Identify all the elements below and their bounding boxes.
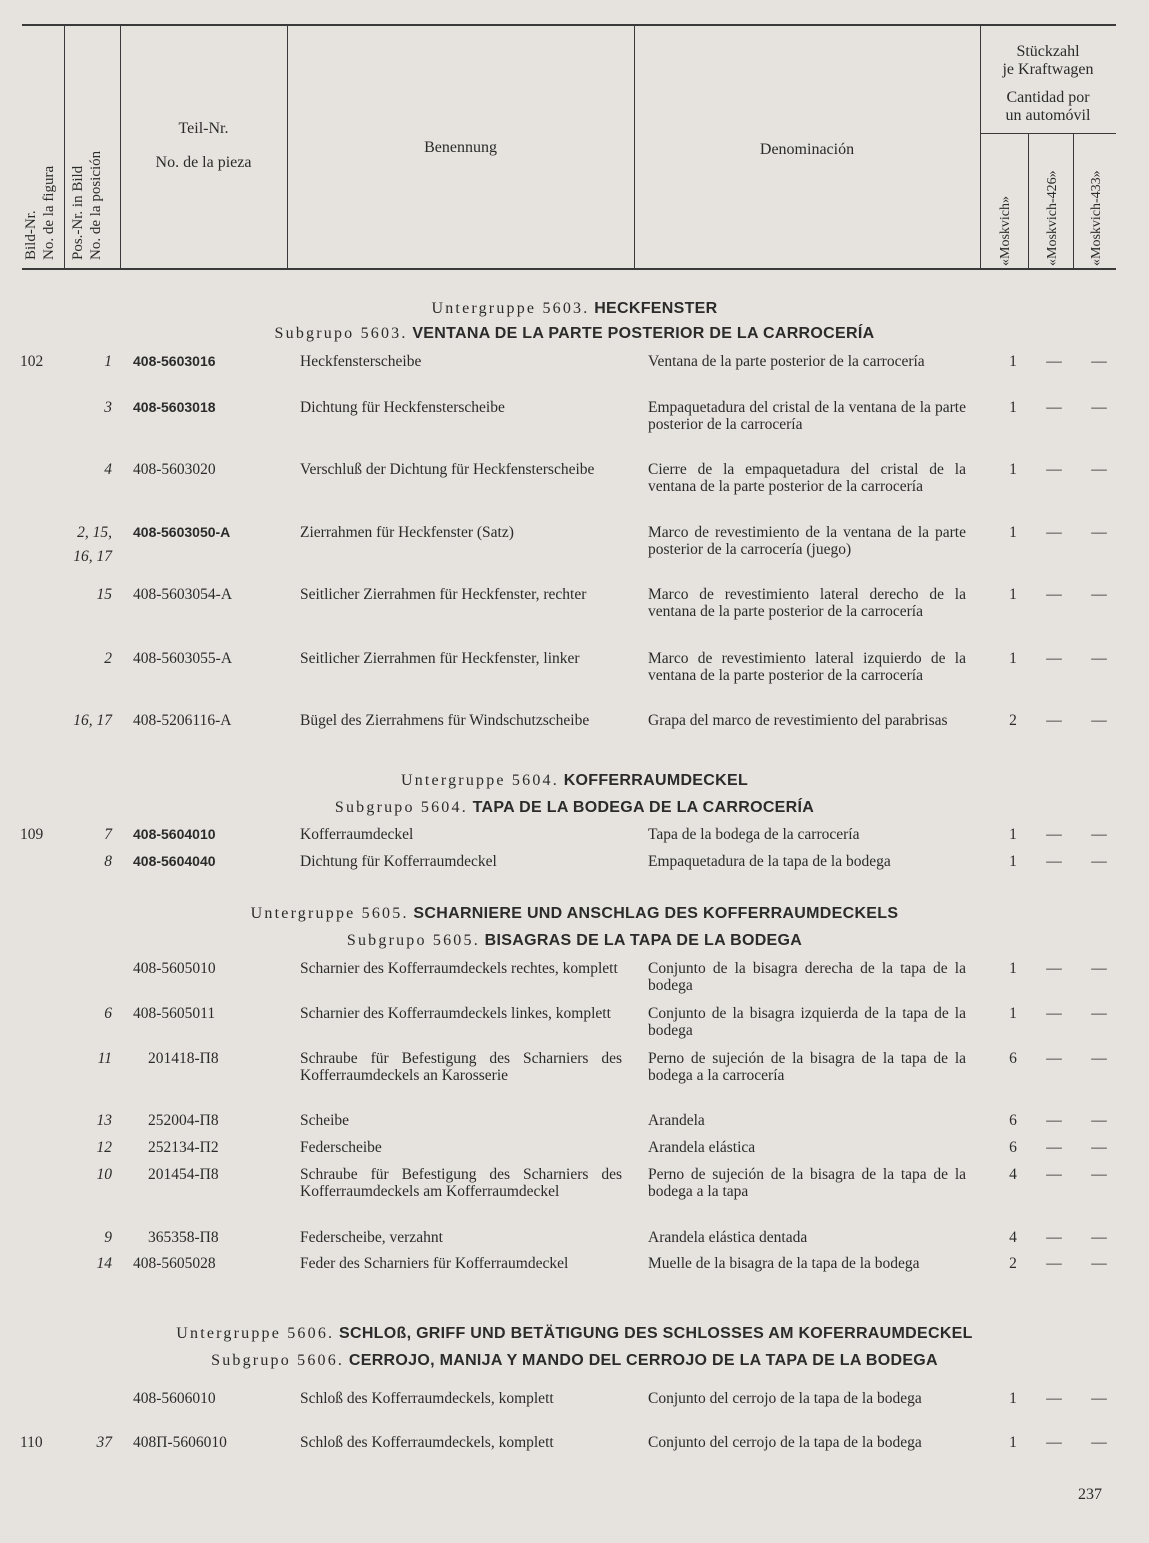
qty-426: — bbox=[1046, 1434, 1062, 1451]
header-divider bbox=[980, 133, 1116, 134]
qty-433: — bbox=[1091, 853, 1107, 870]
position-number: 2 bbox=[104, 650, 112, 667]
spanish-name: Marco de revestimiento lateral derecho de la ventana de la parte posterior de la carrocería bbox=[648, 586, 966, 620]
part-number: 408-5604040 bbox=[133, 853, 216, 869]
qty-433: — bbox=[1091, 524, 1107, 541]
header-cantidad: Cantidad por un automóvil bbox=[1005, 89, 1091, 124]
qty-426: — bbox=[1046, 1050, 1062, 1067]
qty-moskvich: 1 bbox=[1009, 399, 1017, 416]
position-number: 7 bbox=[104, 826, 112, 843]
header-divider bbox=[1073, 134, 1074, 268]
section-prefix: Subgrupo 5605. bbox=[346, 932, 480, 949]
spanish-name: Empaquetadura de la tapa de la bodega bbox=[648, 853, 891, 870]
part-number: 408-5605010 bbox=[133, 960, 216, 977]
qty-433: — bbox=[1091, 461, 1107, 478]
german-name: Schraube für Befestigung des Scharniers des Kofferraumdeckels am Kofferraumdeckel bbox=[300, 1166, 622, 1200]
spanish-name: Marco de revestimiento lateral izquierdo de la ventana de la parte posterior de la carrocería bbox=[648, 650, 966, 684]
page-number: 237 bbox=[1078, 1486, 1102, 1503]
section-title-de bbox=[0, 772, 1149, 790]
qty-426: — bbox=[1046, 524, 1062, 541]
part-number: 408-5603020 bbox=[133, 461, 216, 478]
position-number: 1 bbox=[104, 353, 112, 370]
qty-moskvich: 1 bbox=[1009, 1005, 1017, 1022]
section-prefix: Subgrupo 5603. bbox=[274, 325, 408, 342]
header-pos-nr: Pos.-Nr. in Bild bbox=[70, 165, 86, 260]
header-model-moskvich: «Moskvich» bbox=[998, 196, 1013, 266]
qty-433: — bbox=[1091, 1050, 1107, 1067]
header-bottom-rule bbox=[22, 268, 1116, 270]
header-bild-nr: Bild-Nr. bbox=[23, 210, 39, 260]
german-name: Scheibe bbox=[300, 1112, 350, 1129]
position-number: 4 bbox=[104, 461, 112, 478]
german-name: Scharnier des Kofferraumdeckels linkes, komplett bbox=[300, 1005, 611, 1022]
part-number: 408-5603054-A bbox=[133, 586, 233, 603]
spanish-name: Ventana de la parte posterior de la carrocería bbox=[648, 353, 925, 370]
spanish-name: Empaquetadura del cristal de la ventana de la parte posterior de la carrocería bbox=[648, 399, 966, 433]
figure-number: 110 bbox=[20, 1434, 43, 1451]
qty-426: — bbox=[1046, 650, 1062, 667]
part-number: 408-5603050-A bbox=[133, 524, 231, 540]
spanish-name: Conjunto del cerrojo de la tapa de la bodega bbox=[648, 1434, 922, 1451]
qty-moskvich: 1 bbox=[1009, 524, 1017, 541]
german-name: Zierrahmen für Heckfenster (Satz) bbox=[300, 524, 514, 541]
section-name: VENTANA DE LA PARTE POSTERIOR DE LA CARROCERÍA bbox=[412, 325, 875, 342]
german-name: Seitlicher Zierrahmen für Heckfenster, rechter bbox=[300, 586, 587, 603]
position-number: 9 bbox=[104, 1229, 112, 1246]
table-header bbox=[22, 24, 1116, 276]
header-divider bbox=[1028, 134, 1029, 268]
german-name: Schraube für Befestigung des Scharniers des Kofferraumdeckels an Karosserie bbox=[300, 1050, 622, 1084]
qty-433: — bbox=[1091, 1112, 1107, 1129]
spanish-name: Grapa del marco de revestimiento del parabrisas bbox=[648, 712, 948, 729]
spanish-name: Perno de sujeción de la bisagra de la tapa de la bodega a la tapa bbox=[648, 1166, 966, 1200]
qty-426: — bbox=[1046, 353, 1062, 370]
qty-moskvich: 6 bbox=[1009, 1112, 1017, 1129]
section-title-de bbox=[0, 1325, 1149, 1343]
section-name: CERROJO, MANIJA Y MANDO DEL CERROJO DE LA TAPA DE LA BODEGA bbox=[348, 1352, 938, 1369]
header-top-rule bbox=[22, 24, 1116, 26]
part-number: 408-5605028 bbox=[133, 1255, 216, 1272]
german-name: Schloß des Kofferraumdeckels, komplett bbox=[300, 1390, 554, 1407]
german-name: Dichtung für Kofferraumdeckel bbox=[300, 853, 497, 870]
header-denominacion: Denominación bbox=[759, 141, 855, 158]
qty-moskvich: 1 bbox=[1009, 461, 1017, 478]
part-number: 201418-П8 bbox=[148, 1050, 219, 1067]
qty-426: — bbox=[1046, 960, 1062, 977]
german-name: Feder des Scharniers für Kofferraumdeckel bbox=[300, 1255, 569, 1272]
spanish-name: Arandela bbox=[648, 1112, 705, 1129]
section-prefix: Subgrupo 5606. bbox=[211, 1352, 345, 1369]
spanish-name: Conjunto de la bisagra derecha de la tapa de la bodega bbox=[648, 960, 966, 994]
position-number: 11 bbox=[97, 1050, 112, 1067]
position-number: 6 bbox=[104, 1005, 112, 1022]
header-divider bbox=[64, 26, 65, 268]
part-number: 408П-5606010 bbox=[133, 1434, 227, 1451]
figure-number: 109 bbox=[20, 826, 44, 843]
section-name: BISAGRAS DE LA TAPA DE LA BODEGA bbox=[484, 932, 803, 949]
qty-moskvich: 1 bbox=[1009, 1390, 1017, 1407]
section-prefix: Untergruppe 5605. bbox=[250, 905, 409, 922]
part-number: 408-5206116-A bbox=[133, 712, 232, 729]
german-name: Kofferraumdeckel bbox=[300, 826, 414, 843]
qty-426: — bbox=[1046, 1255, 1062, 1272]
section-name: HECKFENSTER bbox=[594, 300, 718, 317]
qty-moskvich: 2 bbox=[1009, 712, 1017, 729]
figure-number: 102 bbox=[20, 353, 44, 370]
qty-426: — bbox=[1046, 1166, 1062, 1183]
part-number: 365358-П8 bbox=[148, 1229, 219, 1246]
section-name: SCHARNIERE UND ANSCHLAG DES KOFFERRAUMDECKELS bbox=[413, 905, 899, 922]
spanish-name: Tapa de la bodega de la carrocería bbox=[648, 826, 860, 843]
qty-433: — bbox=[1091, 586, 1107, 603]
section-prefix: Subgrupo 5604. bbox=[334, 799, 468, 816]
spanish-name: Cierre de la empaquetadura del cristal de la ventana de la parte posterior de la carrocería bbox=[648, 461, 966, 495]
german-name: Federscheibe bbox=[300, 1139, 382, 1156]
qty-moskvich: 1 bbox=[1009, 586, 1017, 603]
position-number: 15 bbox=[96, 586, 112, 603]
german-name: Bügel des Zierrahmens für Windschutzscheibe bbox=[300, 712, 590, 729]
qty-433: — bbox=[1091, 826, 1107, 843]
qty-426: — bbox=[1046, 1390, 1062, 1407]
german-name: Scharnier des Kofferraumdeckels rechtes, komplett bbox=[300, 960, 618, 977]
spanish-name: Conjunto de la bisagra izquierda de la tapa de la bodega bbox=[648, 1005, 966, 1039]
qty-433: — bbox=[1091, 1229, 1107, 1246]
section-name: SCHLOß, GRIFF UND BETÄTIGUNG DES SCHLOSSES AM KOFERRAUMDECKEL bbox=[339, 1325, 973, 1342]
qty-moskvich: 1 bbox=[1009, 960, 1017, 977]
part-number: 408-5605011 bbox=[133, 1005, 216, 1022]
position-number: 14 bbox=[96, 1255, 112, 1272]
qty-moskvich: 1 bbox=[1009, 826, 1017, 843]
qty-moskvich: 6 bbox=[1009, 1050, 1017, 1067]
position-number: 13 bbox=[96, 1112, 112, 1129]
part-number: 252004-П8 bbox=[148, 1112, 219, 1129]
german-name: Seitlicher Zierrahmen für Heckfenster, linker bbox=[300, 650, 580, 667]
spanish-name: Conjunto del cerrojo de la tapa de la bodega bbox=[648, 1390, 922, 1407]
part-number: 408-5606010 bbox=[133, 1390, 216, 1407]
qty-moskvich: 1 bbox=[1009, 1434, 1017, 1451]
part-number: 408-5604010 bbox=[133, 826, 216, 842]
section-prefix: Untergruppe 5604. bbox=[400, 772, 559, 789]
qty-moskvich: 4 bbox=[1009, 1166, 1017, 1183]
qty-433: — bbox=[1091, 1139, 1107, 1156]
position-number: 8 bbox=[104, 853, 112, 870]
section-title-de bbox=[0, 300, 1149, 318]
header-benennung: Benennung bbox=[424, 139, 497, 156]
spanish-name: Muelle de la bisagra de la tapa de la bodega bbox=[648, 1255, 920, 1272]
position-number: 16, 17 bbox=[73, 712, 112, 729]
section-prefix: Untergruppe 5606. bbox=[176, 1325, 335, 1342]
position-number: 12 bbox=[96, 1139, 112, 1156]
qty-433: — bbox=[1091, 1390, 1107, 1407]
section-name: TAPA DE LA BODEGA DE LA CARROCERÍA bbox=[472, 799, 815, 816]
qty-426: — bbox=[1046, 461, 1062, 478]
header-teil-nr: Teil-Nr. bbox=[178, 120, 229, 137]
position-number: 37 bbox=[96, 1434, 112, 1451]
part-number: 408-5603055-A bbox=[133, 650, 233, 667]
section-prefix: Untergruppe 5603. bbox=[431, 300, 590, 317]
section-title-es bbox=[0, 1352, 1149, 1370]
spanish-name: Arandela elástica bbox=[648, 1139, 756, 1156]
qty-433: — bbox=[1091, 1255, 1107, 1272]
qty-433: — bbox=[1091, 712, 1107, 729]
qty-426: — bbox=[1046, 586, 1062, 603]
qty-moskvich: 1 bbox=[1009, 353, 1017, 370]
qty-moskvich: 4 bbox=[1009, 1229, 1017, 1246]
position-number: 3 bbox=[104, 399, 112, 416]
qty-426: — bbox=[1046, 1005, 1062, 1022]
section-title-es bbox=[0, 799, 1149, 817]
qty-433: — bbox=[1091, 1005, 1107, 1022]
qty-433: — bbox=[1091, 650, 1107, 667]
qty-433: — bbox=[1091, 960, 1107, 977]
header-no-pieza: No. de la pieza bbox=[155, 154, 252, 171]
part-number: 408-5603018 bbox=[133, 399, 216, 415]
german-name: Dichtung für Heckfensterscheibe bbox=[300, 399, 505, 416]
spanish-name: Arandela elástica dentada bbox=[648, 1229, 808, 1246]
qty-433: — bbox=[1091, 399, 1107, 416]
qty-426: — bbox=[1046, 853, 1062, 870]
qty-426: — bbox=[1046, 712, 1062, 729]
qty-426: — bbox=[1046, 1112, 1062, 1129]
qty-426: — bbox=[1046, 1229, 1062, 1246]
qty-moskvich: 6 bbox=[1009, 1139, 1017, 1156]
header-stueckzahl: Stückzahl je Kraftwagen bbox=[1002, 43, 1094, 78]
german-name: Schloß des Kofferraumdeckels, komplett bbox=[300, 1434, 554, 1451]
qty-426: — bbox=[1046, 399, 1062, 416]
qty-moskvich: 1 bbox=[1009, 650, 1017, 667]
part-number: 408-5603016 bbox=[133, 353, 216, 369]
part-number: 201454-П8 bbox=[148, 1166, 219, 1183]
section-title-es bbox=[0, 932, 1149, 950]
qty-426: — bbox=[1046, 826, 1062, 843]
header-model-433: «Moskvich-433» bbox=[1089, 170, 1104, 266]
qty-433: — bbox=[1091, 1434, 1107, 1451]
header-no-posicion: No. de la posición bbox=[88, 150, 104, 260]
header-no-figura: No. de la figura bbox=[41, 165, 57, 260]
qty-433: — bbox=[1091, 1166, 1107, 1183]
spanish-name: Perno de sujeción de la bisagra de la tapa de la bodega a la carrocería bbox=[648, 1050, 966, 1084]
header-model-426: «Moskvich-426» bbox=[1045, 170, 1060, 266]
part-number: 252134-П2 bbox=[148, 1139, 219, 1156]
position-number: 10 bbox=[96, 1166, 112, 1183]
german-name: Verschluß der Dichtung für Heckfensterscheibe bbox=[300, 461, 595, 478]
section-name: KOFFERRAUMDECKEL bbox=[563, 772, 749, 789]
qty-moskvich: 1 bbox=[1009, 853, 1017, 870]
header-divider bbox=[120, 26, 121, 268]
german-name: Federscheibe, verzahnt bbox=[300, 1229, 443, 1246]
spanish-name: Marco de revestimiento de la ventana de la parte posterior de la carrocería (juego) bbox=[648, 524, 966, 558]
section-title-de bbox=[0, 905, 1149, 923]
qty-433: — bbox=[1091, 353, 1107, 370]
position-number: 2, 15, 16, 17 bbox=[73, 524, 112, 565]
german-name: Heckfensterscheibe bbox=[300, 353, 422, 370]
qty-moskvich: 2 bbox=[1009, 1255, 1017, 1272]
section-title-es bbox=[0, 325, 1149, 343]
qty-426: — bbox=[1046, 1139, 1062, 1156]
